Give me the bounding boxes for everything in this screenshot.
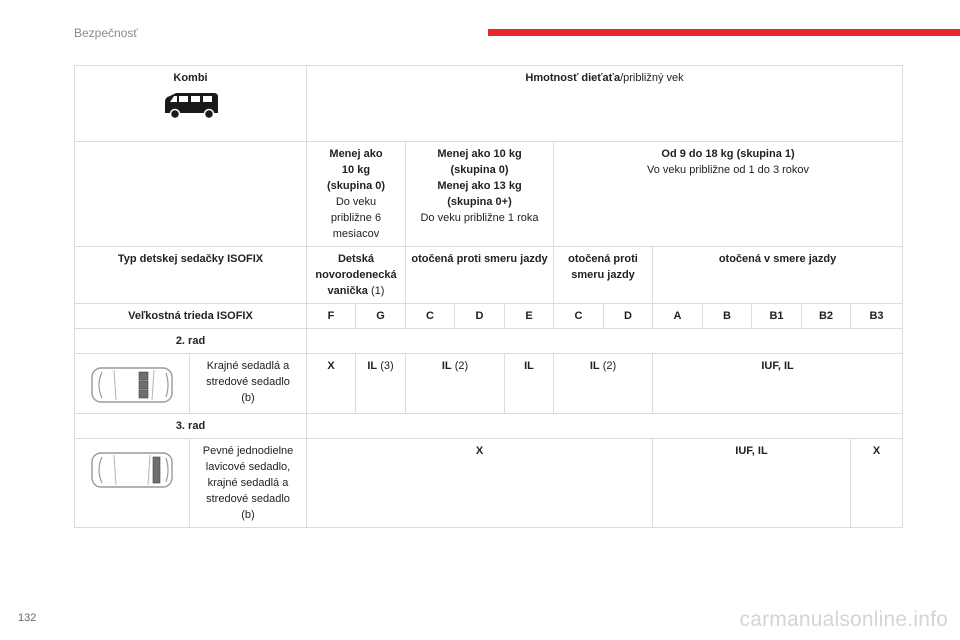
empty-cell: [307, 329, 903, 354]
section-title: Bezpečnosť: [74, 26, 138, 40]
row-2-seat-desc: [190, 354, 307, 414]
row-3-seat-desc: [190, 439, 307, 528]
group-0-line: približne 6: [330, 212, 382, 224]
value-bold: IL: [589, 360, 600, 372]
size-class-cell: C: [554, 304, 604, 329]
empty-cell: [307, 414, 903, 439]
size-class-cell: D: [455, 304, 505, 329]
value-note: (3): [380, 360, 394, 372]
group-1-cell: [554, 142, 903, 247]
carrycot-label: Detská novorodenecká vanička: [315, 253, 397, 297]
seat-desc-line: stredové sedadlo: [206, 376, 290, 388]
isofix-table: [74, 65, 903, 528]
row-2-value: X: [307, 354, 356, 414]
van-icon: [162, 92, 220, 120]
row-2-header: [75, 329, 903, 354]
row-2-value: IL: [505, 354, 554, 414]
vehicle-type: Kombi: [173, 72, 208, 84]
seat-desc-line: lavicové sedadlo,: [205, 461, 291, 473]
seat-desc-line: stredové sedadlo: [206, 493, 290, 505]
seat-desc-line: Krajné sedadlá a: [206, 360, 290, 372]
group-0plus-cell: [406, 142, 554, 247]
value-bold: IL: [367, 360, 378, 372]
value-note: (2): [454, 360, 469, 372]
empty-cell: [75, 142, 307, 247]
watermark: carmanualsonline.info: [739, 608, 948, 631]
group-0plus-line: (skupina 0+): [447, 196, 512, 208]
vehicle-header-cell: [75, 66, 307, 142]
row-2-label: 2. rad: [75, 329, 307, 354]
table-header-row: [75, 66, 903, 142]
weight-header-cell: [307, 66, 903, 142]
car-top-view-row3-icon: [90, 449, 174, 491]
seat-desc-line: Pevné jednodielne: [202, 445, 294, 457]
weight-header-bold: Hmotnosť dieťaťa: [525, 72, 621, 84]
seat-desc-line: krajné sedadlá a: [207, 477, 289, 489]
row-2-value: [554, 354, 653, 414]
page-number: 132: [18, 612, 37, 624]
seat-type-label: Typ detskej sedačky ISOFIX: [75, 247, 307, 304]
row-3-data: [75, 439, 903, 528]
size-class-cell: B2: [802, 304, 851, 329]
row-3-header: [75, 414, 903, 439]
group-1-line: Od 9 do 18 kg (skupina 1): [661, 148, 795, 160]
rear-facing-cell-1: otočená proti smeru jazdy: [406, 247, 554, 304]
row-3-label: 3. rad: [75, 414, 307, 439]
value-note: (2): [602, 360, 617, 372]
group-0-line: Menej ako: [329, 148, 383, 160]
forward-facing-cell: otočená v smere jazdy: [653, 247, 903, 304]
row-2-plan-cell: [75, 354, 190, 414]
rear-facing-cell-2: otočená proti smeru jazdy: [554, 247, 653, 304]
row-3-value: IUF, IL: [653, 439, 851, 528]
size-class-cell: C: [406, 304, 455, 329]
size-class-cell: A: [653, 304, 703, 329]
value-bold: IL: [441, 360, 452, 372]
row-3-value: X: [307, 439, 653, 528]
size-class-cell: B1: [752, 304, 802, 329]
group-0plus-line: Menej ako 10 kg: [437, 148, 522, 160]
row-3-plan-cell: [75, 439, 190, 528]
seat-desc-line: (b): [241, 509, 255, 521]
size-class-cell: E: [505, 304, 554, 329]
size-class-cell: G: [356, 304, 406, 329]
size-class-row: [75, 304, 903, 329]
weight-header-rest: /približný vek: [620, 72, 684, 84]
row-2-data: [75, 354, 903, 414]
group-0-line: 10 kg: [341, 164, 371, 176]
group-0-line: mesiacov: [332, 228, 380, 240]
group-0plus-line: Do veku približne 1 roka: [420, 212, 539, 224]
car-top-view-row2-icon: [90, 364, 174, 406]
carrycot-note: (1): [370, 285, 385, 297]
group-0plus-line: Menej ako 13 kg: [437, 180, 522, 192]
group-0-cell: [307, 142, 406, 247]
carrycot-cell: [307, 247, 406, 304]
size-class-cell: D: [604, 304, 653, 329]
size-class-label: Veľkostná trieda ISOFIX: [75, 304, 307, 329]
size-class-cell: F: [307, 304, 356, 329]
group-0-line: (skupina 0): [326, 180, 386, 192]
seat-type-row: [75, 247, 903, 304]
size-class-cell: B: [703, 304, 752, 329]
group-0plus-line: (skupina 0): [450, 164, 509, 176]
size-class-cell: B3: [851, 304, 903, 329]
row-2-value: [406, 354, 505, 414]
row-2-value: [356, 354, 406, 414]
seat-desc-line: (b): [241, 392, 255, 404]
group-1-line: Vo veku približne od 1 do 3 rokov: [647, 164, 810, 176]
header-accent-bar: [488, 29, 960, 36]
row-3-value: X: [851, 439, 903, 528]
weight-group-row: [75, 142, 903, 247]
group-0-line: Do veku: [335, 196, 377, 208]
row-2-value: IUF, IL: [653, 354, 903, 414]
